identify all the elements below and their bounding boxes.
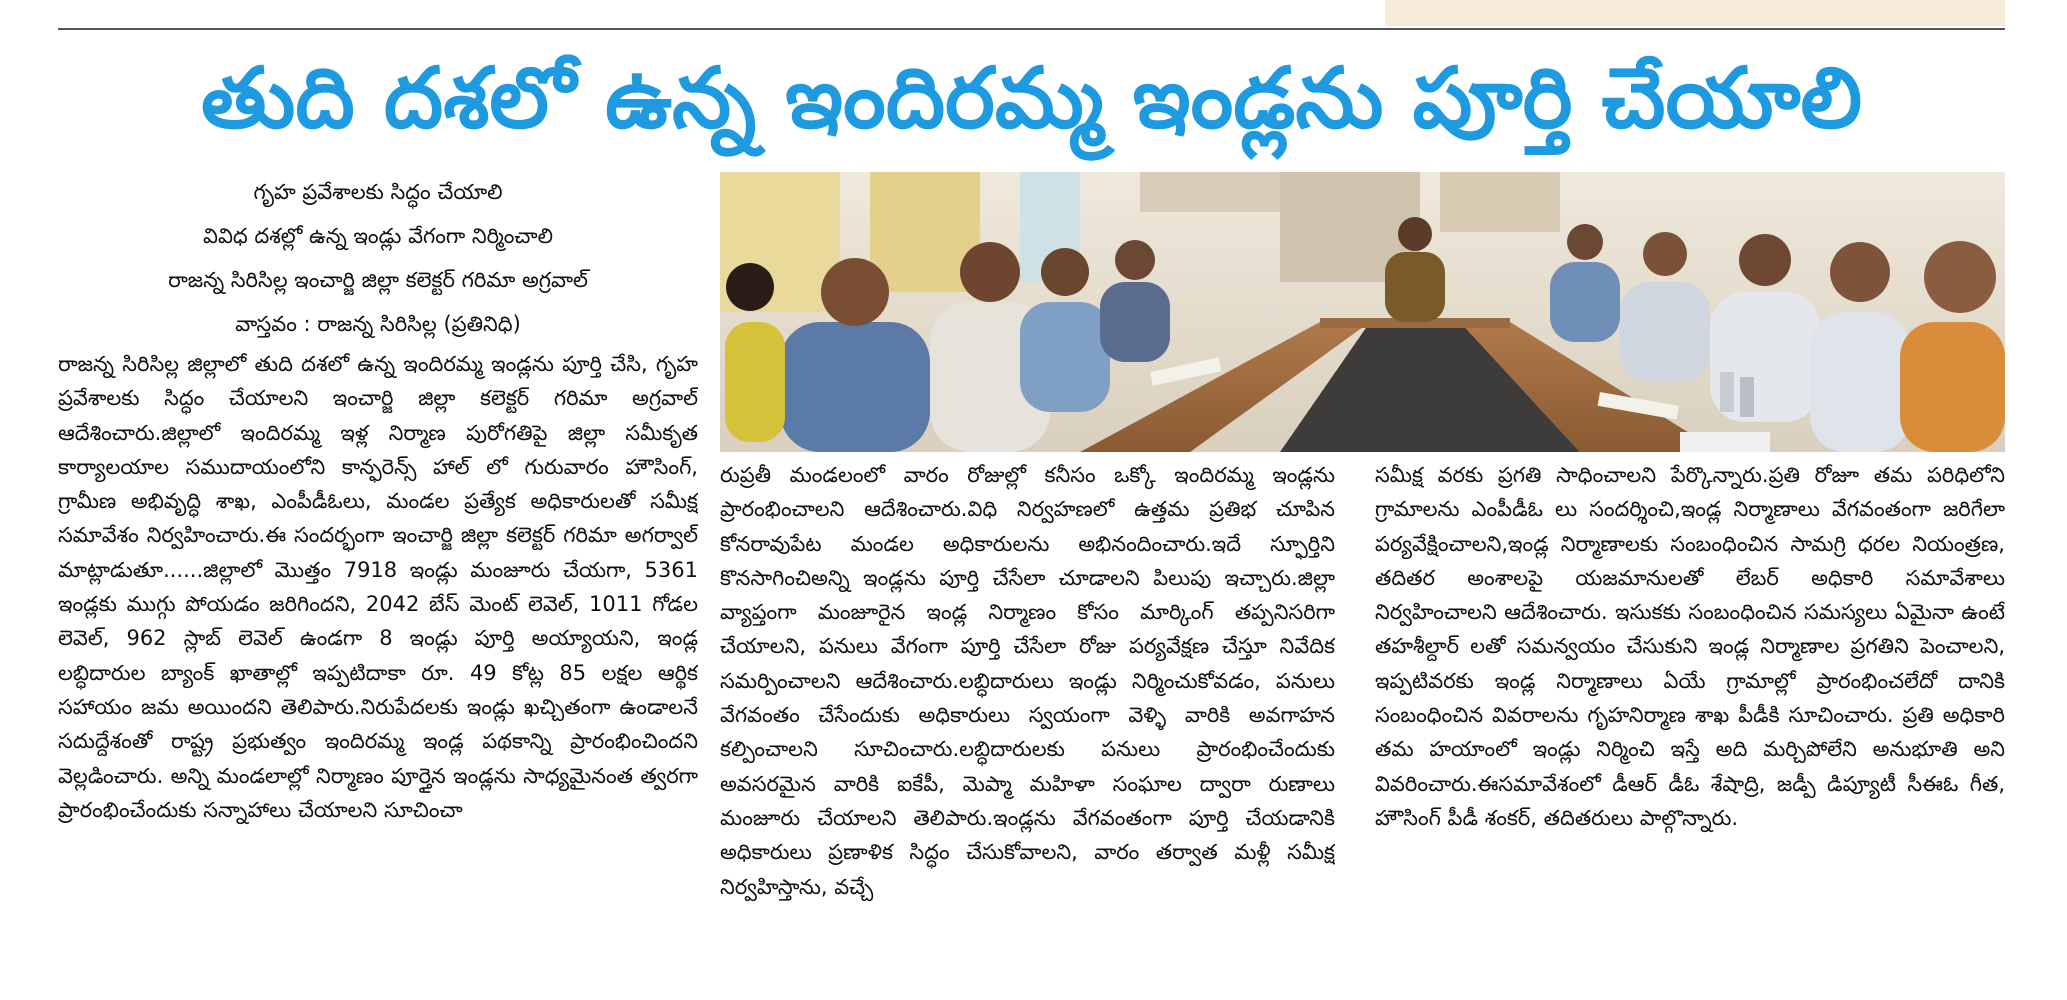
page-bottom-edge bbox=[0, 990, 2067, 1000]
meeting-photo bbox=[720, 172, 2005, 452]
headline: తుది దశలో ఉన్న ఇందిరమ్మ ఇండ్లను పూర్తి చేయాలి bbox=[200, 49, 1863, 147]
advertisement-edge bbox=[1385, 0, 2005, 26]
header-rule bbox=[58, 28, 2005, 30]
article-column-3: సమీక్ష వరకు ప్రగతి సాధించాలని పేర్కొన్నారు.ప్రతి రోజూ తమ పరిధిలోని గ్రామాలను ఎంపీడీఓ లు సందర్శించి,ఇండ్ల నిర్మాణాలు వేగవంతంగా జరిగేలా పర్యవేక్షించాలని,ఇండ్ల నిర్మాణాలకు సంబంధించిన సామగ్రి ధరల నియంత్రణ, తదితర అంశాలపై యజమానులతో లేబర్ అధికారి సమావేశాలు నిర్వహించాలని ఆదేశించారు. ఇసుకకు సంబంధించిన సమస్యలు ఏమైనా ఉంటే తహశీల్దార్ లతో సమన్వయం చేసుకుని ఇండ్ల నిర్మాణాల ప్రగతిని పెంచాలని, ఇప్పటివరకు ఇండ్ల నిర్మాణాలు ఏయే గ్రామాల్లో ప్రారంభించలేదో దానికి సంబంధించిన వివరాలను గృహనిర్మాణ శాఖ పీడీకి సూచించారు. ప్రతి అధికారి తమ హయాంలో ఇండ్లు నిర్మించి ఇస్తే అది మర్చిపోలేని అనుభూతి అని వివరించారు.ఈసమావేశంలో డీఆర్ డీఓ శేషాద్రి, జడ్పీ డిప్యూటీ సీఈఓ గీత, హౌసింగ్ పీడీ శంకర్, తదితరులు పాల్గొన్నారు. bbox=[1375, 463, 2005, 830]
article-column-1: రాజన్న సిరిసిల్ల జిల్లాలో తుది దశలో ఉన్న ఇందిరమ్మ ఇండ్లను పూర్తి చేసి, గృహ ప్రవేశాలకు సిద్ధం చేయాలని ఇంచార్జి జిల్లా కలెక్టర్ గరిమా అగ్రవాల్ ఆదేశించారు.జిల్లాలో ఇందిరమ్మ ఇళ్ల నిర్మాణ పురోగతిపై జిల్లా సమీకృత కార్యాలయాల సముదాయంలోని కాన్ఫరెన్స్ హాల్ లో గురువారం హౌసింగ్, గ్రామీణ అభివృద్ధి శాఖ, ఎంపీడీఓలు, మండల ప్రత్యేక అధికారులతో సమీక్ష సమావేశం నిర్వహించారు.ఈ సందర్భంగా ఇంచార్జి జిల్లా కలెక్టర్ గరిమా అగర్వాల్ మాట్లాడుతూ......జిల్లాలో మొత్తం 7918 ఇండ్లు మంజూరు చేయగా, 5361 ఇండ్లకు ముగ్గు పోయడం జరిగిందని, 2042 బేస్ మెంట్ లెవెల్, 1011 గోడల లెవెల్, 962 స్లాబ్ లెవెల్ ఉండగా 8 ఇండ్లు పూర్తి అయ్యాయని, ఇండ్ల లబ్ధిదారుల బ్యాంక్ ఖాతాల్లో ఇప్పటిదాకా రూ. 49 కోట్ల 85 లక్షల ఆర్థిక సహాయం జమ అయిందని తెలిపారు.నిరుపేదలకు ఇండ్లు ఖచ్చితంగా ఉండాలనే సదుద్దేశంతో రాష్ట్ర ప్రభుత్వం ఇందిరమ్మ ఇండ్ల పథకాన్ని ప్రారంభించిందని వెల్లడించారు. అన్ని మండలాల్లో నిర్మాణం పూర్తైన ఇండ్లను సాధ్యమైనంత త్వరగా ప్రారంభించేందుకు సన్నాహాలు చేయాలని సూచించా bbox=[58, 352, 698, 822]
subheading-1: గృహ ప్రవేశాలకు సిద్ధం చేయాలి bbox=[253, 180, 503, 204]
article-column-2: రుప్రతీ మండలంలో వారం రోజుల్లో కనీసం ఒక్కో ఇందిరమ్మ ఇండ్లను ప్రారంభించాలని ఆదేశించారు.విధి నిర్వహణలో ఉత్తమ ప్రతిభ చూపిన కోనరావుపేట మండల అధికారులను అభినందించారు.ఇదే స్ఫూర్తిని కొనసాగించిఅన్ని ఇండ్లను పూర్తి చేసేలా చూడాలని పిలుపు ఇచ్చారు.జిల్లా వ్యాప్తంగా మంజూరైన ఇండ్ల నిర్మాణం కోసం మార్కింగ్ తప్పనిసరిగా చేయాలని, పనులు వేగంగా పూర్తి చేసేలా రోజు పర్యవేక్షణ చేస్తూ నివేదిక సమర్పించాలని ఆదేశించారు.లబ్ధిదారులు ఇండ్లు నిర్మించుకోవడం, పనులు వేగవంతం చేసేందుకు అధికారులు స్వయంగా వెళ్ళి వారికి అవగాహన కల్పించాలని సూచించారు.లబ్ధిదారులకు పనులు ప్రారంభించేందుకు అవసరమైన వారికి ఐకేపీ, మెప్మా మహిళా సంఘాల ద్వారా రుణాలు మంజూరు చేయాలని తెలిపారు.ఇండ్లను వేగవంతంగా పూర్తి చేయడానికి అధికారులు ప్రణాళిక సిద్ధం చేసుకోవాలని, వారం తర్వాత మళ్లీ సమీక్ష నిర్వహిస్తాను, వచ్చే bbox=[720, 463, 1335, 899]
subheading-3: రాజన్న సిరిసిల్ల ఇంచార్జి జిల్లా కలెక్టర్ గరిమా అగ్రవాల్ bbox=[168, 268, 588, 292]
subheadings bbox=[58, 170, 698, 346]
subheading-2: వివిధ దశల్లో ఉన్న ఇండ్లు వేగంగా నిర్మించాలి bbox=[203, 224, 553, 248]
previous-article-strip bbox=[0, 0, 2067, 30]
dateline: వాస్తవం : రాజన్న సిరిసిల్ల (ప్రతినిధి) bbox=[235, 312, 521, 336]
